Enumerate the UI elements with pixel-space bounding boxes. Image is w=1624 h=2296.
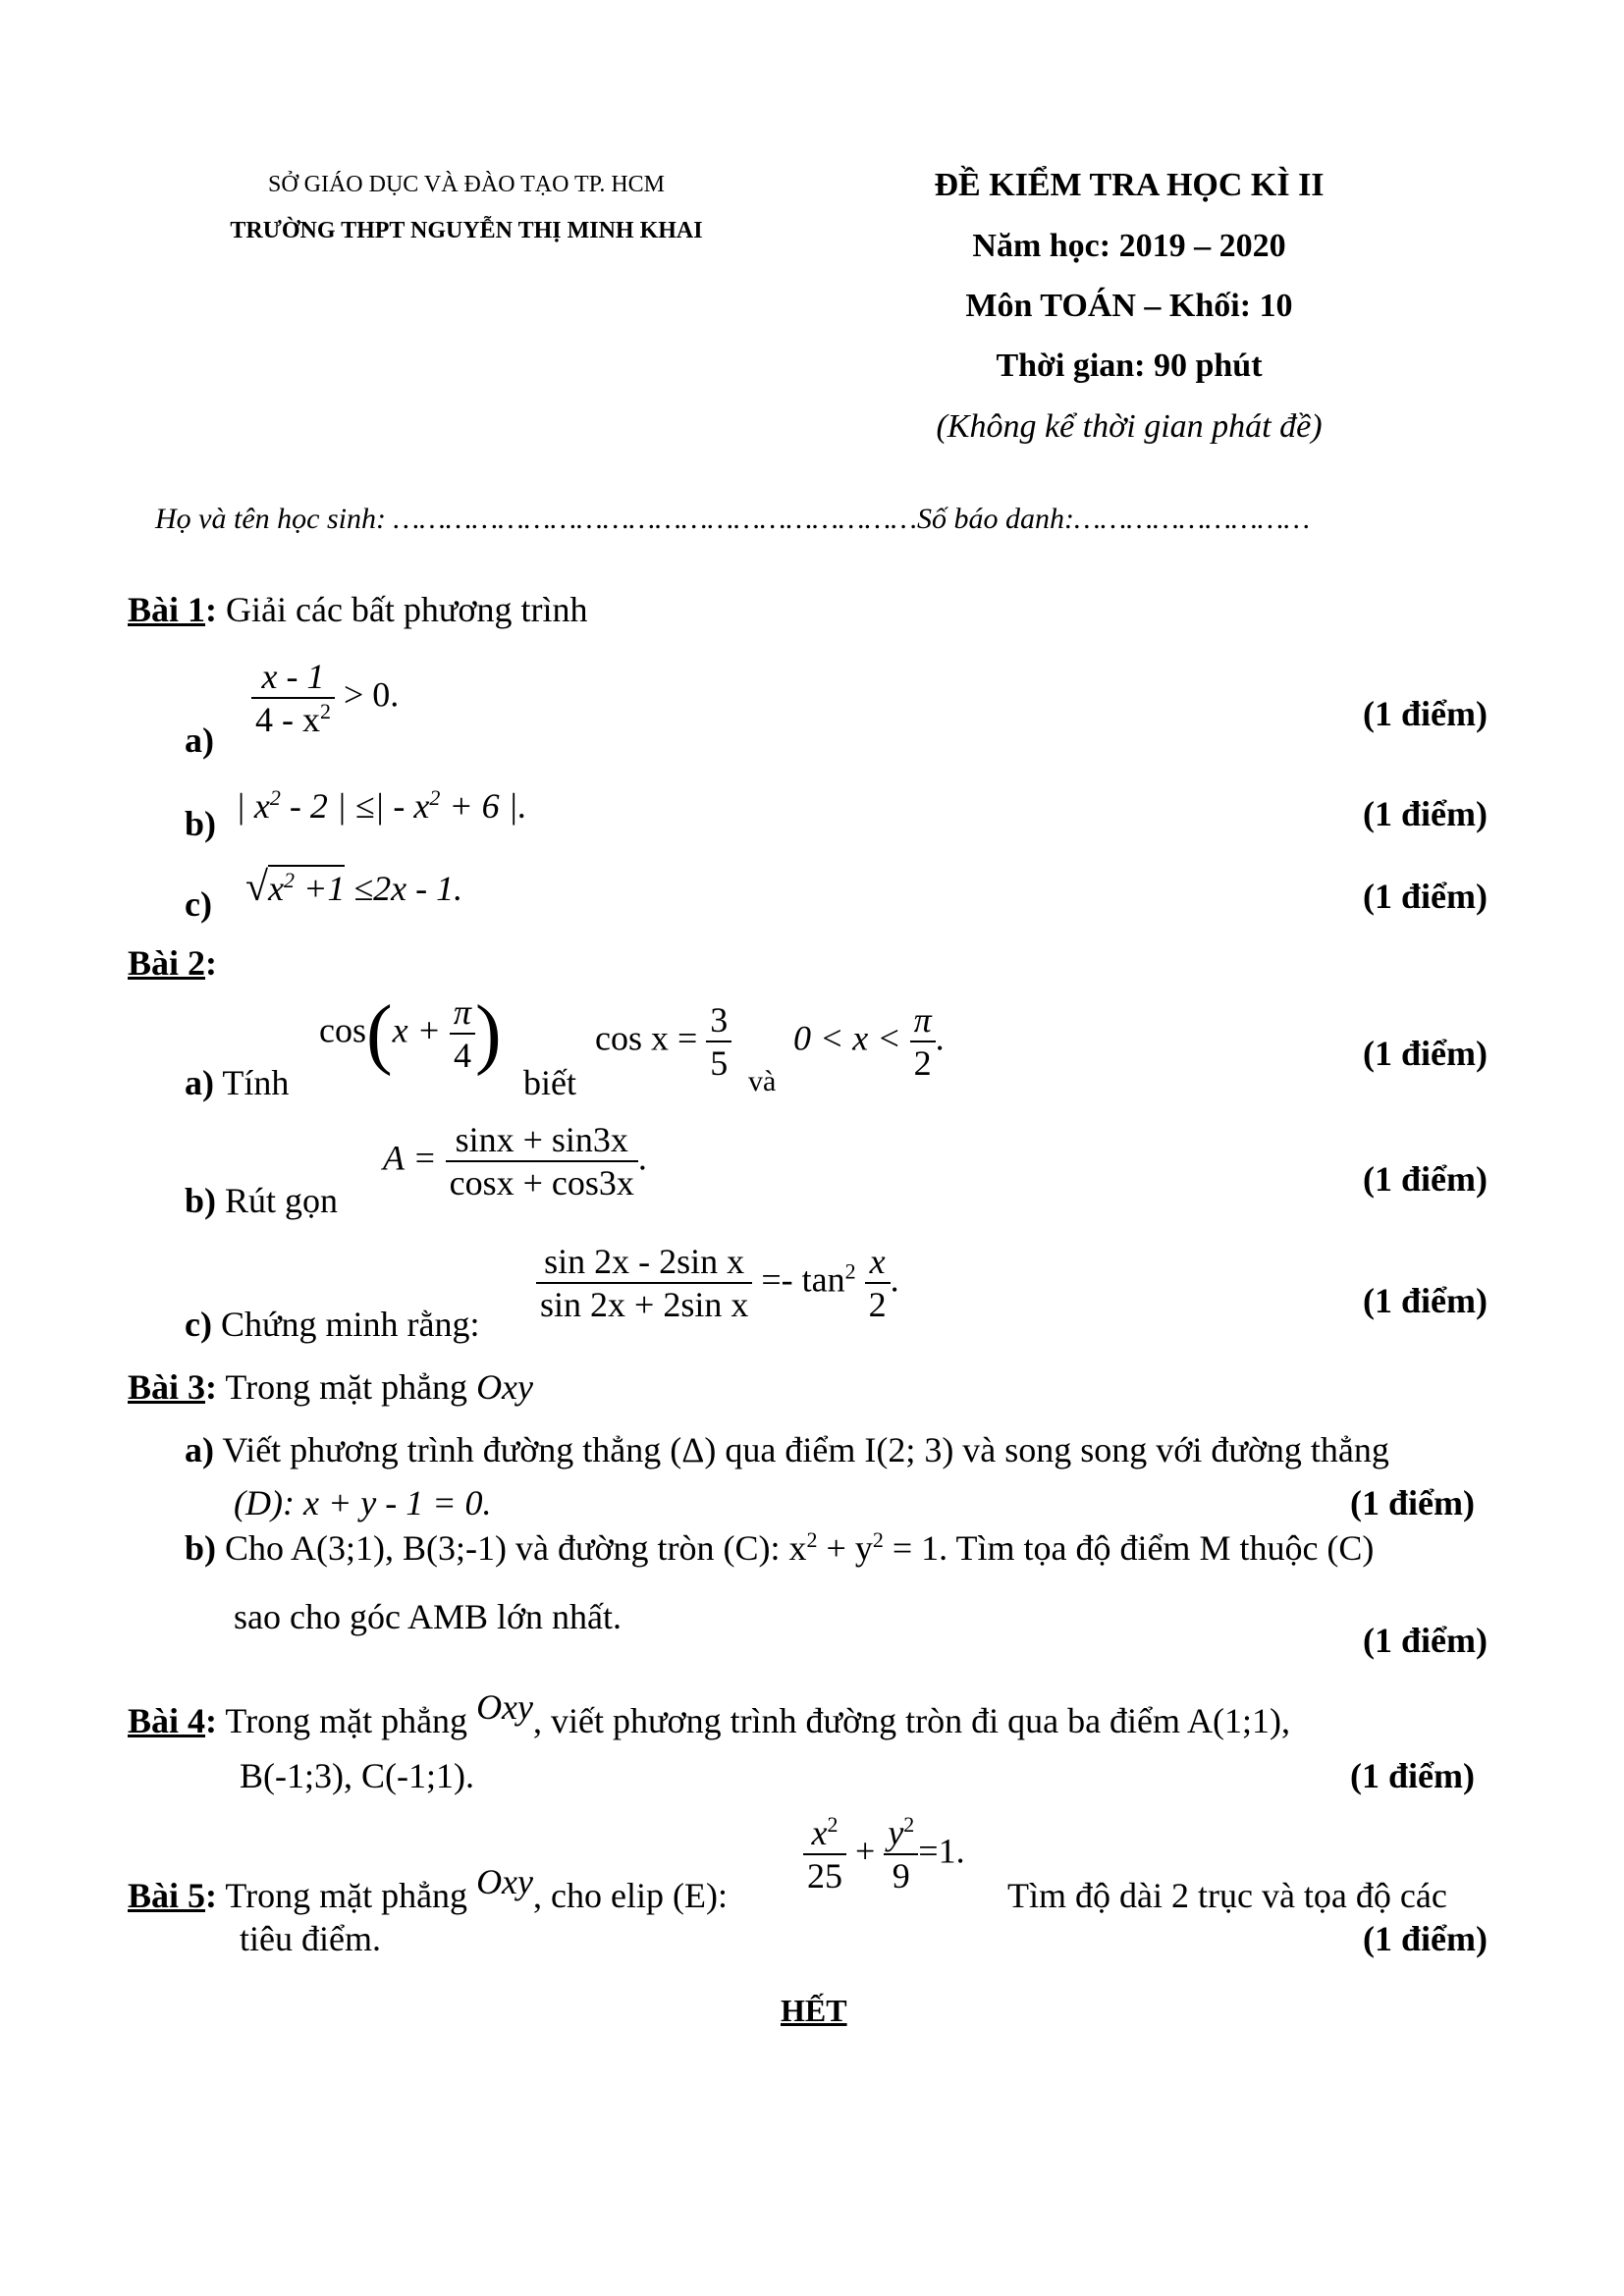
b2-a-points: (1 điểm) [1363, 1034, 1488, 1073]
school-year: Năm học: 2019 – 2020 [972, 228, 1286, 264]
name-label: Họ và tên học sinh: [155, 503, 386, 535]
school-name: TRƯỜNG THPT NGUYỄN THỊ MINH KHAI [230, 218, 703, 243]
b2-c-points: (1 điểm) [1363, 1281, 1488, 1320]
b3-heading: Bài 3: Trong mặt phẳng Oxy [128, 1367, 534, 1407]
b1-title: Bài 1 [128, 590, 206, 629]
b2-a-va: và [748, 1065, 777, 1097]
b5-ellipse-eq: $\frac{x^2}{25}$ + $\frac{y^2}{9}$ =1. [803, 1812, 965, 1896]
student-line [155, 503, 1310, 536]
b2-a-cos-expr: cos(x + $\frac{\pi}{4}$ ) [319, 990, 502, 1077]
b2-c-text: c) Chứng minh rằng: [185, 1305, 480, 1344]
b5-line2: tiêu điểm. [240, 1919, 381, 1958]
b1-b-math: | $x^2 - 2$ | ≤| - $x^2 + 6$ |. [236, 785, 527, 826]
b1-a-tail: > 0. [344, 674, 400, 715]
b5-points: (1 điểm) [1363, 1919, 1488, 1958]
exam-time: Thời gian: 90 phút [996, 347, 1263, 384]
b3-a-points: (1 điểm) [1350, 1483, 1475, 1522]
b1-a-num: x - 1 [261, 657, 325, 696]
b1-b-label: b) [185, 804, 217, 843]
b1-a-points: (1 điểm) [1363, 694, 1488, 733]
b2-a-biet: biết [523, 1063, 576, 1102]
b2-b-points: (1 điểm) [1363, 1159, 1488, 1199]
exam-note: (Không kể thời gian phát đề) [936, 408, 1323, 445]
b3-b-points: (1 điểm) [1363, 1621, 1488, 1660]
b1-c-label: c) [185, 884, 212, 924]
b4-line2: B(-1;3), C(-1;1). [240, 1756, 474, 1795]
dept-name: SỞ GIÁO DỤC VÀ ĐÀO TẠO TP. HCM [267, 172, 666, 197]
b2-a-ineq: 0 < x < $\frac{\pi}{2}$ . [793, 1000, 945, 1083]
b2-heading [128, 942, 217, 984]
b3-b-line2: sao cho góc AMB lớn nhất. [234, 1597, 622, 1636]
name-dots: …………………………………………………… [393, 503, 917, 535]
subject-grade: Môn TOÁN – Khối: 10 [965, 288, 1293, 324]
end-mark: HẾT [781, 1993, 847, 2028]
exam-title: ĐỀ KIỂM TRA HỌC KÌ II [934, 167, 1325, 203]
b2-colon: : [205, 943, 218, 983]
b1-a-label: a) [185, 721, 214, 760]
b5-line1-tail: Tìm độ dài 2 trục và tọa độ các [1007, 1876, 1447, 1915]
b1-colon: : [205, 590, 218, 629]
b1-c-points: (1 điểm) [1363, 877, 1488, 916]
b1-a-math [251, 656, 399, 740]
b4-line1: Bài 4: Trong mặt phẳng Oxy, viết phương trình đường tròn đi qua ba điểm A(1;1), [128, 1687, 1291, 1740]
b1-a-den-exp: 2 [320, 699, 331, 723]
b2-b-math: A = $\frac{\sin x + \sin 3x}{\cos x + \cos 3x}$ . [383, 1120, 647, 1202]
b1-b-points: (1 điểm) [1363, 794, 1488, 833]
b3-a-line2: (D): x + y - 1 = 0. [234, 1483, 492, 1522]
id-label: Số báo danh: [916, 503, 1074, 535]
b2-b-text: b) Rút gọn [185, 1181, 339, 1220]
b2-c-math: $\frac{\text{sin 2x - 2sin x}}{\text{sin 2x + 2sin x}}$ =- $\tan^2$ $\frac{x}{2}$ . [536, 1241, 899, 1325]
b1-heading [128, 589, 587, 630]
b2-a-cosx: cos x = $\frac{3}{5}$ [595, 999, 731, 1084]
b3-b-line1: b) Cho A(3;1), B(3;-1) và đường tròn (C): $x^2 + y^2 = 1$. Tìm tọa độ điểm M thuộc (C) [185, 1527, 1375, 1568]
id-dots: ……………………… [1073, 503, 1311, 535]
b3-a-line1: a) Viết phương trình đường thẳng (Δ) qua điểm I(2; 3) và song song với đường thẳng [185, 1430, 1389, 1469]
b1-c-math: $√x^2 +1 \le 2x - 1$. [245, 865, 463, 910]
b2-a-text: a) Tính [185, 1063, 290, 1102]
b1-a-fraction [251, 656, 335, 740]
b2-title: Bài 2 [128, 943, 206, 983]
b1-a-den: 4 - x [255, 700, 320, 739]
b5-line1: Bài 5: Trong mặt phẳng Oxy, cho elip (E): [128, 1862, 728, 1915]
b4-points: (1 điểm) [1350, 1756, 1475, 1795]
b1-text: Giải các bất phương trình [226, 590, 588, 629]
